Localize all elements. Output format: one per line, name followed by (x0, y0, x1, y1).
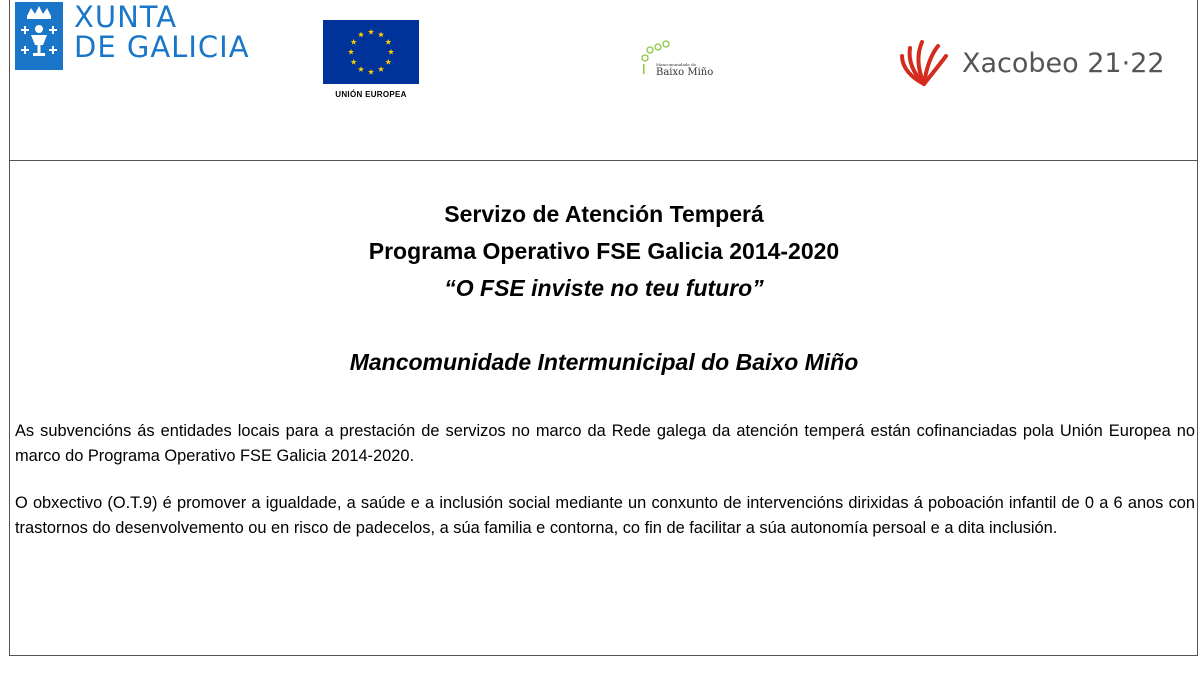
slogan: “O FSE inviste no teu futuro” (444, 275, 764, 301)
title-line2: Programa Operativo FSE Galicia 2014-2020 (368, 238, 840, 264)
mancomunidade-small-label: Mancomunidade do (656, 62, 697, 67)
xacobeo-logo (898, 38, 1165, 88)
scallop-shell-icon (898, 38, 950, 88)
header-divider (9, 160, 1198, 161)
eu-logo (323, 20, 419, 99)
mancomunidade-logo (640, 40, 720, 80)
xacobeo-text: Xacobeo 21·22 (962, 47, 1165, 79)
organization-title: Mancomunidade Intermunicipal do Baixo Miño (349, 349, 859, 375)
paragraph-objective: O obxectivo (O.T.9) é promover a igualdade, a saúde e a inclusión social mediante un conxunto de intervencións dirixidas á poboación infantil de 0 a 6 anos con trastornos do desenvolvemento ou en risco de padecelos, a súa familia e contorna, co fin de facilitar a súa autonomía persoal e a dita inclusión. (15, 494, 1195, 537)
xunta-text (74, 2, 250, 62)
paragraph-funding: As subvencións ás entidades locais para a prestación de servizos no marco da Rede galega da atención temperá están cofinanciadas pola Unión Europea no marco do Programa Operativo FSE Galicia 2014-2020. (15, 422, 1195, 465)
eu-flag-icon (323, 20, 419, 84)
xunta-line1: XUNTA (74, 0, 178, 34)
xunta-line2: DE GALICIA (74, 30, 250, 64)
xunta-shield-icon (15, 2, 63, 70)
eu-label: UNIÓN EUROPEA (335, 90, 407, 99)
title-line1: Servizo de Atención Temperá (444, 201, 764, 227)
title-block (10, 196, 1198, 307)
page-frame (9, 0, 1198, 656)
mancomunidade-name: Baixo Miño (656, 67, 714, 78)
xunta-logo (15, 2, 250, 70)
